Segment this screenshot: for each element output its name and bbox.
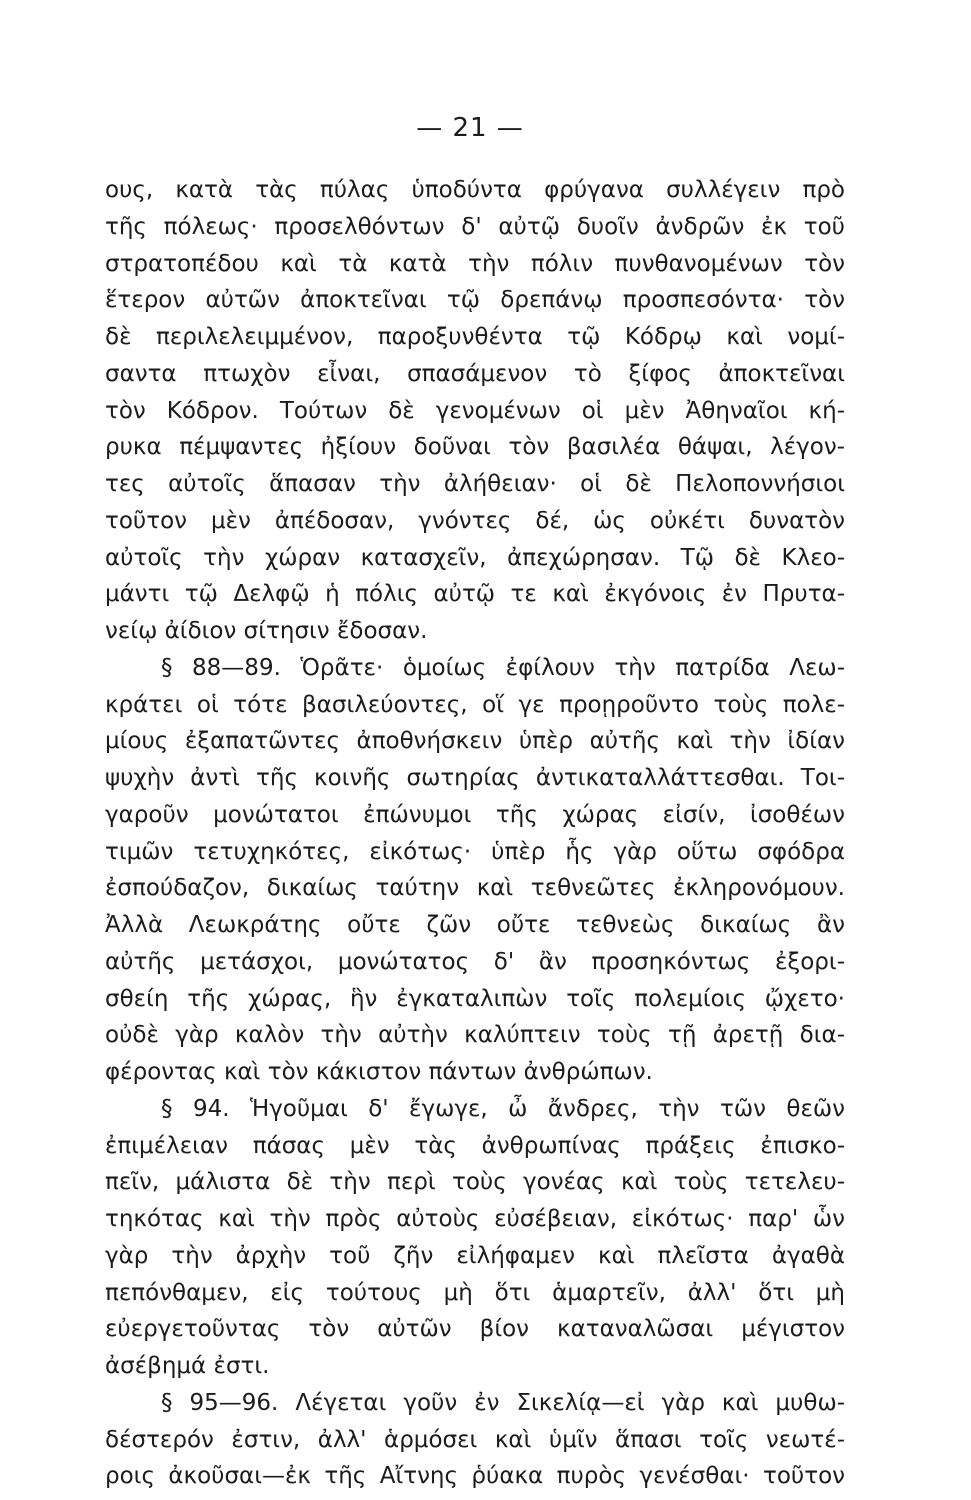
text-line: δέστερόν ἐστιν, ἀλλ' ἁρμόσει καὶ ὑμῖν ἅπασι τοῖς νεωτέ- [105, 1426, 845, 1453]
text-line: ἐσπούδαζον, δικαίως ταύτην καὶ τεθνεῶτες ἐκληρονόμουν. [105, 875, 845, 902]
text-line: τηκότας καὶ τὴν πρὸς αὐτοὺς εὐσέβειαν, εἰκότως· παρ' ὧν [105, 1206, 845, 1232]
text-line: αὐτοῖς τὴν χώραν κατασχεῖν, ἀπεχώρησαν. Τῷ δὲ Κλεο- [105, 544, 845, 571]
text-line: ἐπιμέλειαν πάσας μὲν τὰς ἀνθρωπίνας πράξεις ἐπισκο- [105, 1132, 845, 1159]
text-line: σθείη τῆς χώρας, ἣν ἐγκαταλιπὼν τοῖς πολεμίοις ᾤχετο· [105, 985, 845, 1012]
text-body [105, 172, 845, 1495]
text-line: εὐεργετοῦντας τὸν αὐτῶν βίον καταναλῶσαι μέγιστον [105, 1316, 845, 1343]
text-line: τες αὐτοῖς ἅπασαν τὴν ἀλήθειαν· οἱ δὲ Πελοποννήσιοι [105, 471, 845, 497]
text-line: ους, κατὰ τὰς πύλας ὑποδύντα φρύγανα συλλέγειν πρὸ [105, 177, 845, 203]
text-line: τὸν Κόδρον. Τούτων δὲ γενομένων οἱ μὲν Ἀθηναῖοι κή- [105, 397, 845, 424]
text-line: μίους ἐξαπατῶντες ἀποθνήσκειν ὑπὲρ αὐτῆς καὶ τὴν ἰδίαν [105, 728, 845, 755]
text-line: ρυκα πέμψαντες ἠξίουν δοῦναι τὸν βασιλέα θάψαι, λέγον- [105, 434, 845, 461]
text-line: ἀσέβημά ἐστι. [105, 1353, 270, 1379]
text-line: πεπόνθαμεν, εἰς τούτους μὴ ὅτι ἁμαρτεῖν, ἀλλ' ὅτι μὴ [105, 1279, 845, 1306]
text-line: ψυχὴν ἀντὶ τῆς κοινῆς σωτηρίας ἀντικαταλλάττεσθαι. Τοι- [105, 765, 845, 791]
text-line: τῆς πόλεως· προσελθόντων δ' αὐτῷ δυοῖν ἀνδρῶν ἐκ τοῦ [105, 213, 845, 240]
page-number: — 21 — [416, 113, 524, 143]
text-line: τιμῶν τετυχηκότες, εἰκότως· ὑπὲρ ἧς γὰρ οὕτω σφόδρα [105, 838, 845, 865]
text-line: στρατοπέδου καὶ τὰ κατὰ τὴν πόλιν πυνθανομένων τὸν [105, 250, 845, 277]
section-start-line: § 95—96. Λέγεται γοῦν ἐν Σικελίᾳ—εἰ γὰρ καὶ μυθω- [161, 1389, 845, 1416]
text-line: σαντα πτωχὸν εἶναι, σπασάμενον τὸ ξίφος ἀποκτεῖναι [105, 360, 845, 387]
text-line: κράτει οἱ τότε βασιλεύοντες, οἵ γε προῃροῦντο τοὺς πολε- [105, 691, 845, 718]
text-line: νείῳ ἀίδιον σίτησιν ἔδοσαν. [105, 618, 428, 644]
text-line: ἕτερον αὐτῶν ἀποκτεῖναι τῷ δρεπάνῳ προσπεσόντα· τὸν [105, 287, 845, 314]
text-line: οὐδὲ γὰρ καλὸν τὴν αὐτὴν καλύπτειν τοὺς τῇ ἀρετῇ δια- [105, 1022, 845, 1049]
text-line: Ἀλλὰ Λεωκράτης οὔτε ζῶν οὔτε τεθνεὼς δικαίως ἂν [105, 912, 845, 938]
text-line: τοῦτον μὲν ἀπέδοσαν, γνόντες δέ, ὡς οὐκέτι δυνατὸν [105, 507, 845, 534]
text-line: δὲ περιλελειμμένον, παροξυνθέντα τῷ Κόδρῳ καὶ νομί- [105, 324, 845, 350]
text-line: φέροντας καὶ τὸν κάκιστον πάντων ἀνθρώπων. [105, 1059, 653, 1085]
text-line: αὐτῆς μετάσχοι, μονώτατος δ' ἂν προσηκόντως ἐξορι- [105, 948, 845, 975]
text-line: ροις ἀκοῦσαι—ἐκ τῆς Αἴτνης ῥύακα πυρὸς γενέσθαι· τοῦτον [105, 1463, 845, 1490]
text-line: γὰρ τὴν ἀρχὴν τοῦ ζῆν εἰλήφαμεν καὶ πλεῖστα ἀγαθὰ [105, 1242, 845, 1269]
text-line: γαροῦν μονώτατοι ἐπώνυμοι τῆς χώρας εἰσίν, ἰσοθέων [105, 801, 845, 828]
text-line: μάντι τῷ Δελφῷ ἡ πόλις αὐτῷ τε καὶ ἐκγόνοις ἐν Πρυτα- [105, 581, 845, 608]
section-start-line: § 94. Ἡγοῦμαι δ' ἔγωγε, ὦ ἄνδρες, τὴν τῶν θεῶν [161, 1095, 845, 1122]
section-start-line: § 88—89. Ὁρᾶτε· ὁμοίως ἐφίλουν τὴν πατρίδα Λεω- [161, 654, 845, 681]
text-line: πεῖν, μάλιστα δὲ τὴν περὶ τοὺς γονέας καὶ τοὺς τετελευ- [105, 1169, 845, 1196]
